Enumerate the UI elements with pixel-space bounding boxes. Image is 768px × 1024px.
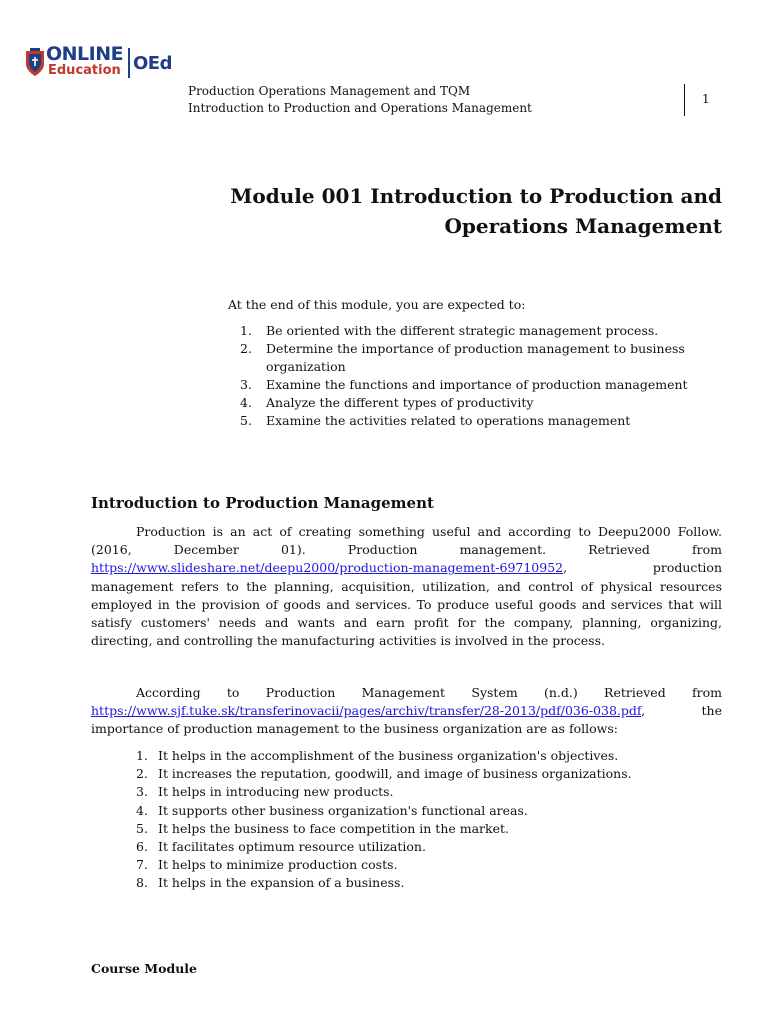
list-item bbox=[240, 412, 710, 430]
item-text: It increases the reputation, goodwill, and image of business organizations. bbox=[158, 766, 632, 782]
online-education-logo bbox=[24, 44, 184, 84]
list-item bbox=[136, 838, 716, 856]
list-item bbox=[240, 322, 710, 340]
item-number: 1. bbox=[136, 748, 148, 763]
item-number: 5. bbox=[240, 413, 252, 428]
page-number-rule bbox=[684, 84, 685, 116]
logo-online-text: ONLINE bbox=[46, 43, 124, 65]
logo-oed-text: OEd bbox=[133, 53, 172, 74]
item-number: 6. bbox=[136, 839, 148, 855]
item-text: Analyze the different types of productivity bbox=[266, 395, 534, 410]
logo-education-text: Education bbox=[48, 63, 121, 78]
logo-wordmark bbox=[46, 44, 123, 78]
paragraph-definition bbox=[91, 523, 722, 650]
list-item bbox=[136, 856, 716, 874]
sjf-tuke-link[interactable]: https://www.sjf.tuke.sk/transferinovacii/pages/archiv/transfer/28-2013/pdf/036-038.pdf bbox=[91, 703, 642, 719]
item-number: 1. bbox=[240, 323, 252, 338]
list-item bbox=[136, 783, 716, 801]
item-text: Examine the functions and importance of production management bbox=[266, 377, 688, 392]
item-number: 8. bbox=[136, 875, 148, 891]
header-topic-title: Introduction to Production and Operations Management bbox=[188, 101, 532, 115]
footer-course-module: Course Module bbox=[91, 961, 198, 976]
list-item bbox=[136, 765, 716, 783]
list-item bbox=[240, 376, 710, 394]
objectives-intro: At the end of this module, you are expected to: bbox=[228, 297, 526, 312]
importance-list bbox=[136, 747, 716, 893]
item-text: It helps the business to face competition in the market. bbox=[158, 820, 509, 836]
module-title: Module 001 Introduction to Production and Operations Management bbox=[230, 184, 722, 238]
item-number: 4. bbox=[240, 395, 252, 410]
page-number: 1 bbox=[702, 92, 710, 106]
paragraph-importance bbox=[91, 684, 722, 739]
item-number: 3. bbox=[240, 377, 252, 392]
item-text: It helps to minimize production costs. bbox=[158, 857, 398, 873]
section-heading: Introduction to Production Management bbox=[91, 494, 434, 512]
item-text: It helps in the accomplishment of the business organization's objectives. bbox=[158, 748, 619, 763]
item-text: Determine the importance of production management to business organization bbox=[266, 341, 685, 374]
paragraph-text: , production management refers to the planning, acquisition, utilization, and control of physical resources employed in the provision of goods and services. To produce useful goods and services that will satisfy customers' needs and wants and earn profit for the company, planning, organizing, directing, and controlling the manufacturing activities is involved in the process. bbox=[91, 560, 722, 649]
list-item bbox=[240, 340, 710, 376]
slideshare-link[interactable]: https://www.slideshare.net/deepu2000/production-management-69710952 bbox=[91, 560, 564, 576]
item-text: It helps in the expansion of a business. bbox=[158, 875, 405, 891]
list-item bbox=[136, 802, 716, 820]
list-item bbox=[136, 820, 716, 838]
item-text: It helps in introducing new products. bbox=[158, 784, 394, 800]
item-text: Examine the activities related to operations management bbox=[266, 413, 631, 428]
list-item bbox=[136, 747, 716, 765]
list-item bbox=[240, 394, 710, 412]
header-course-title: Production Operations Management and TQM bbox=[188, 84, 471, 98]
paragraph-text: According to Production Management System (n.d.) Retrieved from bbox=[136, 685, 722, 700]
item-number: 7. bbox=[136, 857, 148, 873]
item-number: 2. bbox=[240, 341, 252, 356]
crest-icon bbox=[24, 48, 46, 78]
item-number: 4. bbox=[136, 802, 148, 818]
paragraph-text: , the importance of production management to the business organization are as follows: bbox=[91, 703, 722, 737]
item-number: 5. bbox=[136, 820, 148, 836]
item-number: 2. bbox=[136, 766, 148, 782]
item-text: It supports other business organization's functional areas. bbox=[158, 802, 528, 818]
logo-divider bbox=[128, 48, 130, 78]
paragraph-text: Production is an act of creating something useful and according to Deepu2000 Follow. (2016, December 01). Production management. Retrieved from bbox=[91, 524, 722, 558]
item-text: It facilitates optimum resource utilization. bbox=[158, 839, 426, 855]
item-text: Be oriented with the different strategic management process. bbox=[266, 323, 659, 338]
item-number: 3. bbox=[136, 784, 148, 800]
objectives-list bbox=[240, 322, 710, 430]
list-item bbox=[136, 874, 716, 892]
